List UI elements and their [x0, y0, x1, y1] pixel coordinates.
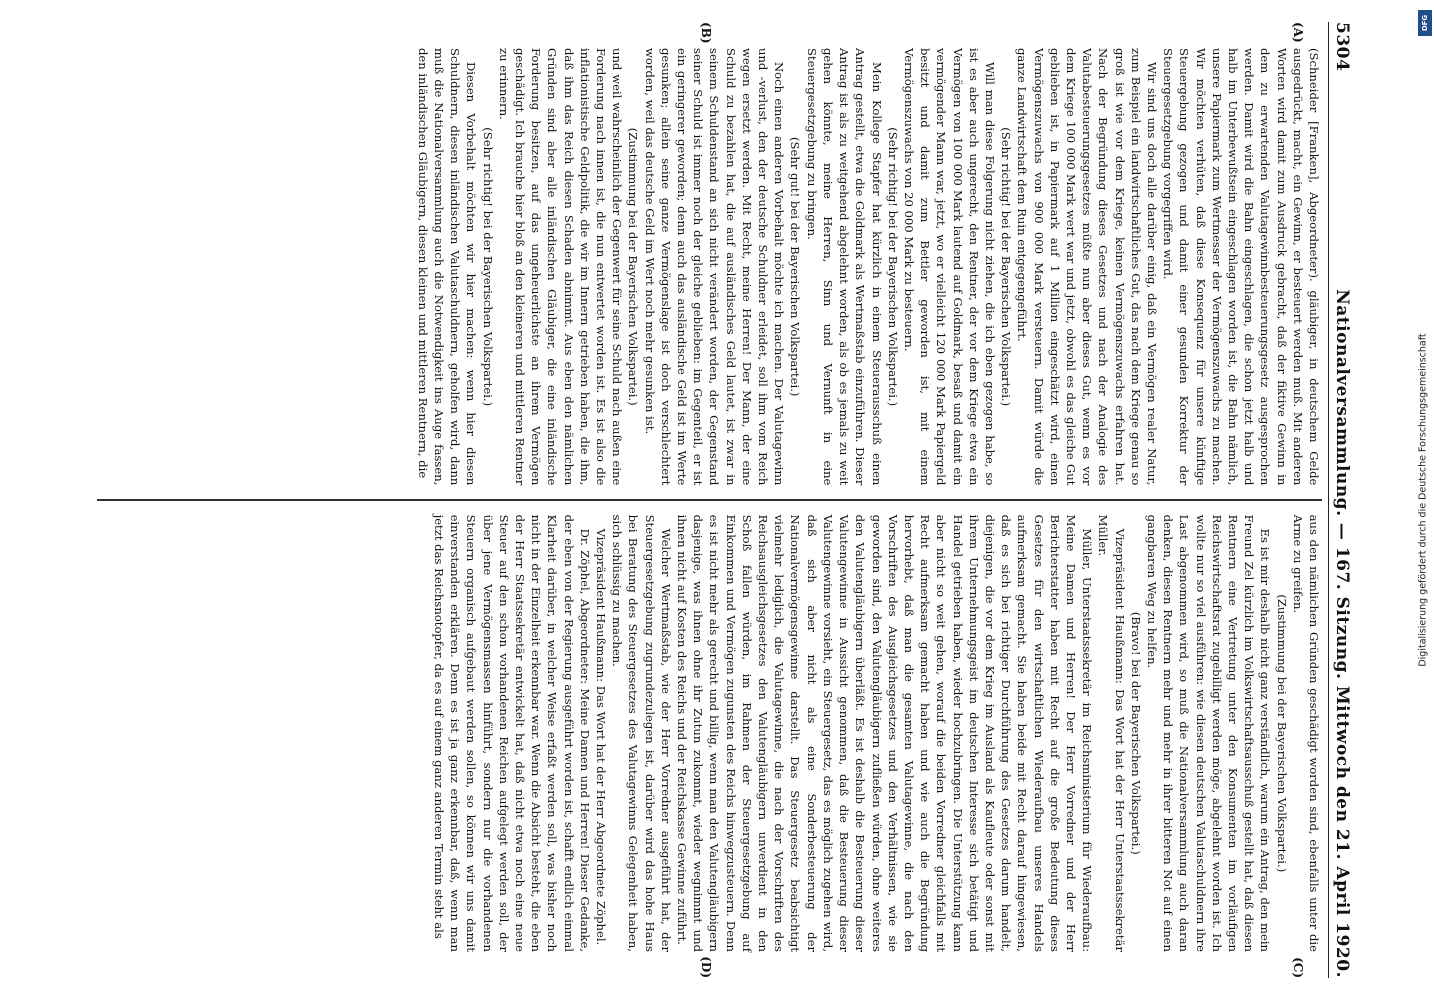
digitization-credit-text: Digitalisierung gefördert durch die Deutsche Forschungsgemeinschaft: [1417, 333, 1429, 667]
page-header: [1328, 22, 1352, 978]
margin-marker-d: (D): [699, 956, 713, 978]
paragraph: Diesen Vorbehalt möchten wir hier machen: wenn hier diesen Schuldnern, diesen inländischen Valutaschuldnern, geholfen wird, dann muß die Nationalversammlung auch die Notwendigkeit ins Auge fassen, den inländischen Gläubigern, diesen kleinen und mittleren Rentnern, die: [415, 48, 479, 486]
paragraph: aus den nämlichen Gründen geschädigt worden sind, ebenfalls unter die Arme zu greifen.: [1290, 514, 1321, 952]
text-columns: [97, 22, 1322, 978]
margin-marker-a: (A): [1291, 22, 1305, 43]
interjection: (Zustimmung bei der Bayerischen Volkspartei.): [626, 127, 641, 406]
right-column: [97, 501, 1322, 978]
paragraph: (Schneider [Franken], Abgeordneter). gläubiger, in deutschem Gelde ausgedrückt, macht, ein Gewinn, er besteuert werden muß. Mit anderen Worten wird damit zum Ausdruck gebracht, daß der fiktive Gewinn in dem zu erwartenden Valutagewinnbesteuerungsgesetz ausgesprochen werden. Damit wird die Bahn eingeschlagen, die schon jetzt halb und halb im Unterbewußtsein eingeschlagen worden ist, die Bahn nämlich, unsere Papiermark zum Wertmesser der Vermögenszuwachs zu machen. Wir möchten verhüten, daß diese Konsequenz für unsere künftige Steuergebung gezogen und damit einer gesunden Korrektur der Steuergesetzgebung vorgegriffen wird.: [1161, 48, 1321, 486]
paragraph: und weil wahrscheinlich der Gegenwert für seine Schuld nach außen eine Forderung nach innen ist, die nun entwertet worden ist. Es ist also die inflationistische Geldpolitik, die wir im Innern getrieben haben, die ihm, daß ihm das Reich diesen Schaden abnimmt. Aus eben den nämlichen Gründen sind aber alle inländischen Gläubiger, die eine inländische Forderung besitzen, auf das ungeheuerlichste an ihrem Vermögen geschädigt. Ich brauche hier bloß an den kleineren und mittleren Rentner zu erinnern.: [496, 48, 625, 486]
paragraph: Es ist mir deshalb nicht ganz verständlich, warum ein Antrag, den mein Freund Zel kürzlich im Volkswirtschaftsausschuß gestellt hat, daß diesen Rentnern eine Vertretung unter den Konsumenten im vorläufigen Reichswirtschaftsrat zugebilligt werden möge, abgelehnt worden ist. Ich wollte nur so viel ausführen: wie diesen deutschen Valutaschuldnern ihre Last abgenommen wird, so muß die Nationalversammlung auch daran denken, diesen Rentnern mehr und mehr in ihrer bitteren Not auf einen gangbaren Weg zu helfen.: [1144, 514, 1273, 952]
document-page: [72, 0, 1362, 1000]
dfg-logo: DFG: [1418, 10, 1432, 36]
speaker-paragraph: Dr. Zöphel, Abgeordneter: Meine Damen und Herren! Dieser Gedanke, der eben von der Regierung ausgeführt worden ist, schafft endlich einmal Klarheit darüber, in welcher Weise erfaßt werden soll, was bisher noch nicht in der Einzelheit erkennbar war. Wenn die Absicht besteht, die eben der Herr Staatssekretär entwickelt hat, daß nicht etwa noch eine neue Steuer auf den schon vorhandenen Reichen aufgelegt werden soll, der über jene Vermögensmassen hinführt, sondern nur die vorhandenen Steuern organisch aufgebaut werden sollen, so können wir uns damit einverstanden erklären. Denn es ist ja ganz erkennbar, daß, wenn man jetzt das Reichsnotopfer, da es auf einem ganz anderen Termin steht als: [432, 514, 592, 952]
left-column: [97, 22, 1322, 499]
paragraph: Noch einen anderen Vorbehalt möchte ich machen. Der Valutagewinn und -verlust, den der deutsche Schuldner erleidet, soll ihm vom Reich wegen ersetzt werden. Mit Recht, meine Herren! Der Mann, der eine Schuld zu bezahlen hat, die auf ausländisches Geld lautet, ist zwar in seinem Schuldenstand an sich nicht verändert worden, der Gegenstand seiner Schuld ist immer noch der gleiche geblieben: im Gegenteil, er ist ein geringerer geworden; denn auch das ausländische Geld ist im Werte gesunken; allein seine ganze Vermögenslage ist doch verschlechtert worden, weil das deutsche Geld im Wert noch mehr gesunken ist.: [642, 48, 787, 486]
margin-marker-b: (B): [699, 22, 713, 44]
interjection: (Sehr richtig! bei der Bayerischen Volkspartei.): [885, 127, 900, 407]
speaker-paragraph: Vizepräsident Haußmann: Das Wort hat der Herr Unterstaatssekretär Müller.: [1096, 514, 1127, 952]
paragraph: Wir sind uns doch alle darüber einig, daß ein Vermögen realer Natur, zum Beispiel ein landwirtschaftliches Gut, das nach dem Kriege genau so groß ist wie vor dem Kriege, keinen Vermögenszuwachs erfahren hat. Nach der Begründung dieses Gesetzes und nach der Analogie des Valutabesteuerungsgesetzes müßte nun aber dieses Gut, wenn es vor dem Kriege 100 000 Mark wert war und jetzt, obwohl es das gleiche Gut geblieben ist, in Papiermark auf 1 Million eingeschätzt wird, einen Vermögenszuwachs von 900 000 Mark versteuern. Damit würde die ganze Landwirtschaft dem Ruin entgegengeführt.: [1015, 48, 1159, 486]
interjection: (Zustimmung bei der Bayerischen Volkspartei.): [1274, 594, 1289, 873]
paragraph: Mein Kollege Stapfer hat kürzlich in einem Steuerausschuß einen Antrag gestellt, etwa die Goldmark als Wertmaßstab einzuführen. Dieser Antrag ist als zu weitgehend abgelehnt worden, als ob es jemals zu weit gehen könnte, meine Herren, Sinn und Vernunft in eine Steuergesetzgebung zu bringen.: [804, 48, 884, 486]
page-number: 5304: [1332, 22, 1352, 72]
paragraph: Will man diese Folgerung nicht ziehen, die ich eben gezogen habe, so ist es aber auch ungerecht, den Rentner, der vor dem Kriege etwa ein Vermögen von 100 000 Mark lautend auf Goldmark, besaß und damit ein vermögender Mann war, jetzt, wo er vielleicht 120 000 Mark Papiergeld besitzt und damit zum Bettler geworden ist, mit einem Vermögenszuwachs von 20 000 Mark zu besteuern.: [901, 48, 997, 486]
margin-marker-c: (C): [1291, 957, 1305, 978]
interjection: (Sehr richtig! bei der Bayerischen Volkspartei.): [480, 127, 495, 407]
paragraph: Welcher Wertmaßstab, wie der Herr Vorredner ausgeführt hat, der Steuergesetzgebung zugrundezulegen ist, darüber wird das hohe Haus bei Beratung des Steuergesetzes des Valutagewinns Gelegenheit haben, sich schlüssig zu machen.: [610, 514, 673, 952]
digitization-credit: [1414, 8, 1432, 992]
speaker-paragraph: Müller, Unterstaatssekretär im Reichsministerium für Wiederaufbau: Meine Damen und Herren! Der Herr Vorredner und der Herr Berichterstatter haben mit Recht auf die große Bedeutung dieses Gesetzes für den wirtschaftlichen Wiederaufbau unseres Handels aufmerksam gemacht. Sie haben beide mit Recht darauf hingewiesen, daß es sich bei richtiger Durchführung des Gesetzes darum handelt, diejenigen, die vor dem Krieg im Ausland als Kaufleute oder sonst mit ihrem Unternehmungsgeist im deutschen Interesse sich betätigt und Handel getrieben haben, wieder hochzubringen. Die Unterstützung kann aber nicht so weit gehen, worauf die beiden Vorredner gleichfalls mit Recht aufmerksam gemacht haben und wie auch die Begründung hervorhebt, daß man die gesamten Valutagewinne, die nach den Vorschriften des Ausgleichsgesetzes und den Verhältnissen, wie sie geworden sind, den Valutengläubigern zufließen würden, ohne weiteres den Valutengläubigern überläßt. Es ist deshalb die Besteuerung dieser Valutengewinne in Aussicht genommen, daß die Besteuerung dieser Valutengewinne vorsieht, ein Steuergesetz, das es möglich zugehen wird, daß sich aber nicht als eine Sonderbesteuerung der Nationalvermögensgewinne darstellt. Das Steuergesetz beabsichtigt vielmehr lediglich, die Valutagewinne, die nach der Vorschriften des Reichsausgleichsgesetzes den Valutengläubigern unverdient in den Schoß fallen würden, im Rahmen der Steuergesetzgebung auf Einkommen und Vermögen zugunsten des Reichs hinwegzusteuern. Denn es ist nicht mehr als gerecht und billig, wenn man den Valutengläubigern dasjenige, was ihnen ohne ihr Zutun zukommt, wieder wegnimmt und ihnen nicht auf Kosten des Reichs und der Reichskasse Gewinne zuführt.: [675, 514, 1095, 952]
interjection: (Bravo! bei der Bayerischen Volkspartei.): [1128, 611, 1143, 855]
interjection: (Sehr gut! bei der Bayerischen Volkspartei.): [788, 137, 803, 397]
speaker-paragraph: Vizepräsident Haußmann: Das Wort hat der Herr Abgeordnete Zöphel.: [594, 528, 609, 946]
interjection: (Sehr richtig! bei der Bayerischen Volkspartei.): [999, 127, 1014, 407]
running-title: Nationalversammlung. — 167. Sitzung. Mittwoch den 21. April 1920.: [1332, 289, 1352, 978]
